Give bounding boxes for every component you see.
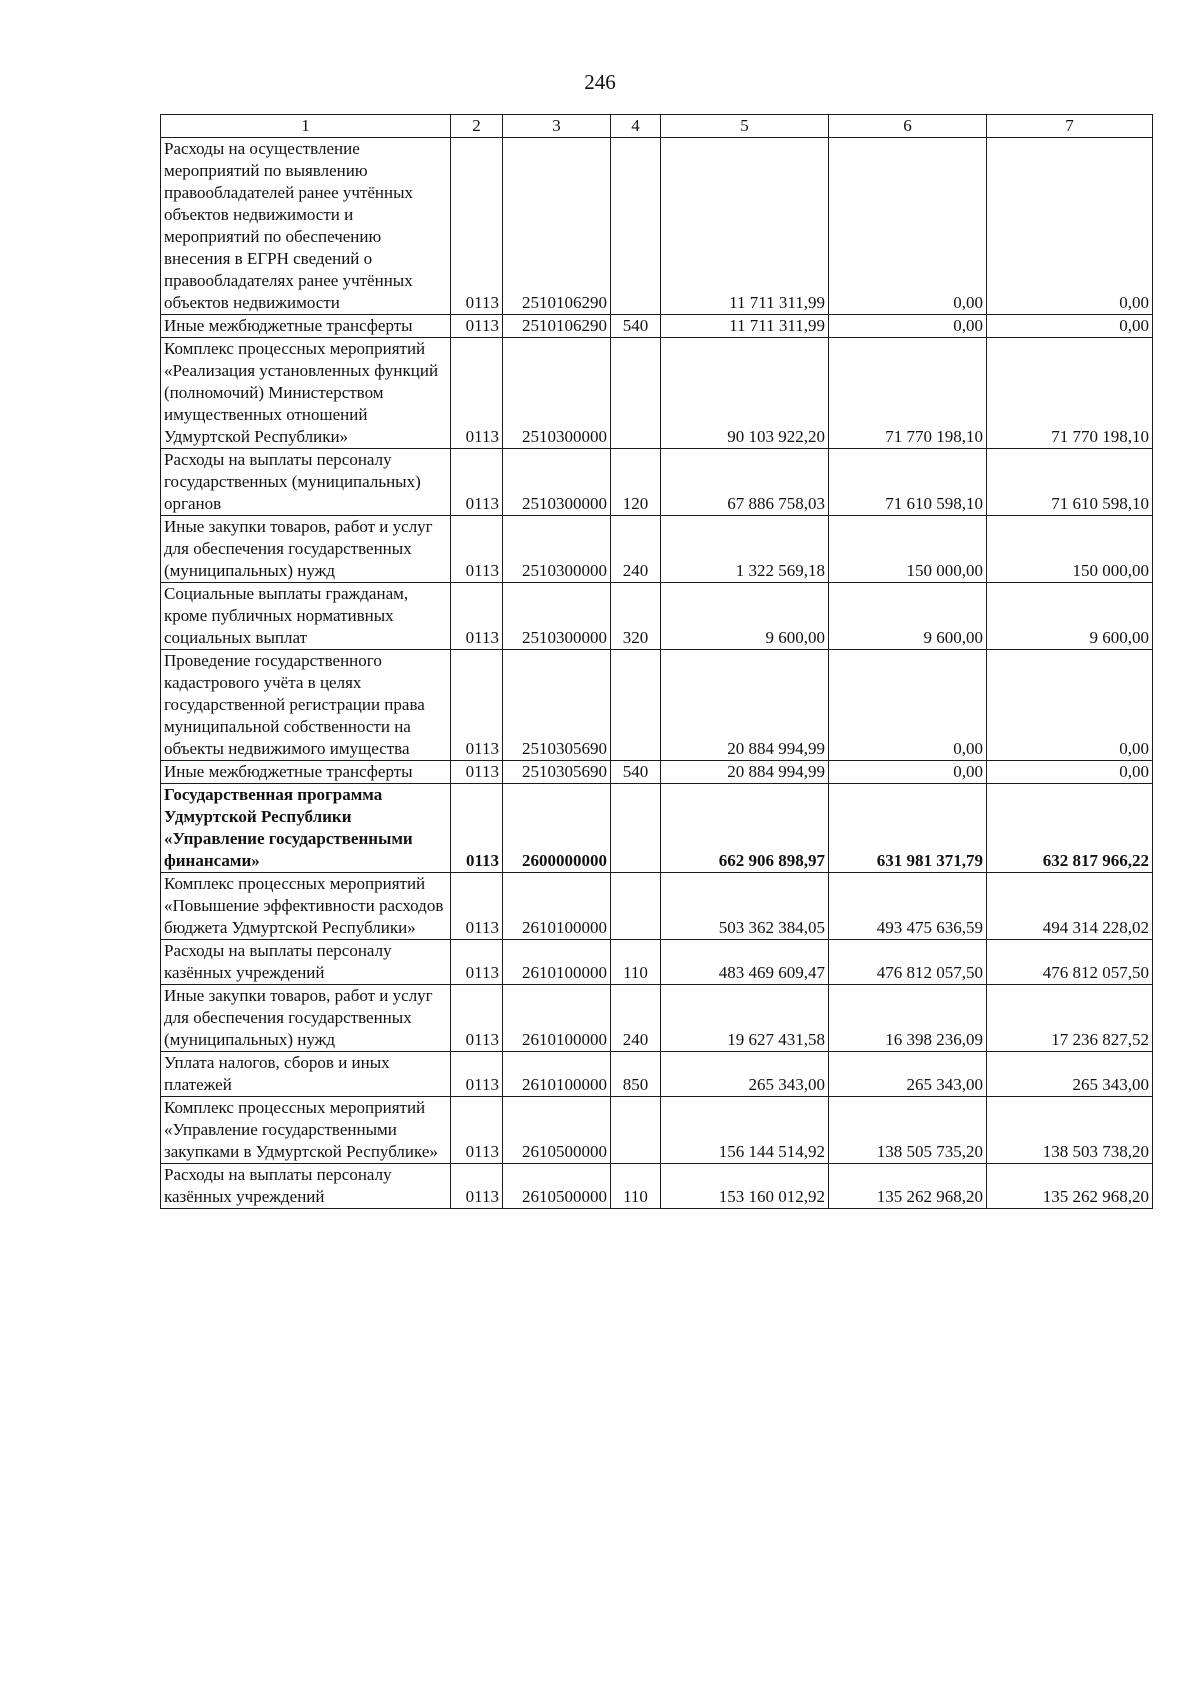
header-cell: 2 [451, 115, 503, 138]
amount-col5: 19 627 431,58 [661, 985, 829, 1052]
row-name: Комплекс процессных мероприятий «Повышение эффективности расходов бюджета Удмуртской Республики» [161, 873, 451, 940]
section-code: 0113 [451, 138, 503, 315]
section-code: 0113 [451, 315, 503, 338]
target-article-code: 2610100000 [503, 940, 611, 985]
section-code: 0113 [451, 1164, 503, 1209]
table-row [161, 1052, 1153, 1097]
amount-col5: 662 906 898,97 [661, 784, 829, 873]
amount-col6: 631 981 371,79 [829, 784, 987, 873]
row-name: Расходы на выплаты персоналу казённых учреждений [161, 1164, 451, 1209]
header-cell: 6 [829, 115, 987, 138]
amount-col7: 632 817 966,22 [987, 784, 1153, 873]
amount-col5: 67 886 758,03 [661, 449, 829, 516]
row-name: Государственная программа Удмуртской Республики «Управление государственными финансами» [161, 784, 451, 873]
target-article-code: 2510300000 [503, 449, 611, 516]
section-code: 0113 [451, 873, 503, 940]
header-row [161, 115, 1153, 138]
header-cell: 4 [611, 115, 661, 138]
row-name: Уплата налогов, сборов и иных платежей [161, 1052, 451, 1097]
amount-col6: 0,00 [829, 650, 987, 761]
expense-type-code [611, 138, 661, 315]
expense-type-code: 240 [611, 985, 661, 1052]
row-name: Проведение государственного кадастрового учёта в целях государственной регистрации права муниципальной собственности на объекты недвижимого имущества [161, 650, 451, 761]
amount-col7: 9 600,00 [987, 583, 1153, 650]
table-row [161, 650, 1153, 761]
amount-col5: 153 160 012,92 [661, 1164, 829, 1209]
expense-type-code: 110 [611, 940, 661, 985]
expense-type-code [611, 650, 661, 761]
amount-col6: 265 343,00 [829, 1052, 987, 1097]
amount-col7: 494 314 228,02 [987, 873, 1153, 940]
row-name: Расходы на выплаты персоналу государственных (муниципальных) органов [161, 449, 451, 516]
section-code: 0113 [451, 985, 503, 1052]
header-cell: 5 [661, 115, 829, 138]
target-article-code: 2610100000 [503, 1052, 611, 1097]
row-name: Комплекс процессных мероприятий «Реализация установленных функций (полномочий) Министерством имущественных отношений Удмуртской Республики» [161, 338, 451, 449]
table-row [161, 338, 1153, 449]
expense-type-code [611, 873, 661, 940]
target-article-code: 2610100000 [503, 985, 611, 1052]
amount-col5: 1 322 569,18 [661, 516, 829, 583]
amount-col6: 0,00 [829, 761, 987, 784]
table-row [161, 583, 1153, 650]
amount-col5: 11 711 311,99 [661, 315, 829, 338]
amount-col6: 476 812 057,50 [829, 940, 987, 985]
amount-col7: 71 610 598,10 [987, 449, 1153, 516]
section-code: 0113 [451, 338, 503, 449]
amount-col5: 20 884 994,99 [661, 761, 829, 784]
expense-type-code: 110 [611, 1164, 661, 1209]
amount-col6: 71 770 198,10 [829, 338, 987, 449]
expense-type-code: 320 [611, 583, 661, 650]
amount-col7: 0,00 [987, 138, 1153, 315]
amount-col5: 20 884 994,99 [661, 650, 829, 761]
section-code: 0113 [451, 940, 503, 985]
target-article-code: 2600000000 [503, 784, 611, 873]
table-row [161, 138, 1153, 315]
row-name: Расходы на осуществление мероприятий по выявлению правообладателей ранее учтённых объектов недвижимости и мероприятий по обеспечению внесения в ЕГРН сведений о правообладателях ранее учтённых объектов недвижимости [161, 138, 451, 315]
expense-type-code: 240 [611, 516, 661, 583]
table-row [161, 1097, 1153, 1164]
table-row [161, 516, 1153, 583]
target-article-code: 2510305690 [503, 761, 611, 784]
target-article-code: 2510300000 [503, 516, 611, 583]
row-name: Социальные выплаты гражданам, кроме публичных нормативных социальных выплат [161, 583, 451, 650]
amount-col5: 11 711 311,99 [661, 138, 829, 315]
amount-col6: 135 262 968,20 [829, 1164, 987, 1209]
amount-col7: 0,00 [987, 650, 1153, 761]
row-name: Иные закупки товаров, работ и услуг для обеспечения государственных (муниципальных) нужд [161, 516, 451, 583]
header-cell: 7 [987, 115, 1153, 138]
target-article-code: 2610100000 [503, 873, 611, 940]
table-row [161, 315, 1153, 338]
amount-col7: 0,00 [987, 761, 1153, 784]
amount-col7: 135 262 968,20 [987, 1164, 1153, 1209]
expense-type-code: 540 [611, 315, 661, 338]
table-row [161, 784, 1153, 873]
amount-col5: 503 362 384,05 [661, 873, 829, 940]
amount-col5: 90 103 922,20 [661, 338, 829, 449]
table-row [161, 1164, 1153, 1209]
row-name: Комплекс процессных мероприятий «Управление государственными закупками в Удмуртской Республике» [161, 1097, 451, 1164]
section-code: 0113 [451, 516, 503, 583]
table-row [161, 761, 1153, 784]
target-article-code: 2510106290 [503, 138, 611, 315]
target-article-code: 2510106290 [503, 315, 611, 338]
target-article-code: 2510305690 [503, 650, 611, 761]
target-article-code: 2610500000 [503, 1164, 611, 1209]
table-row [161, 985, 1153, 1052]
amount-col5: 156 144 514,92 [661, 1097, 829, 1164]
expense-type-code: 850 [611, 1052, 661, 1097]
amount-col6: 16 398 236,09 [829, 985, 987, 1052]
expense-type-code [611, 1097, 661, 1164]
header-cell: 1 [161, 115, 451, 138]
header-cell: 3 [503, 115, 611, 138]
amount-col7: 17 236 827,52 [987, 985, 1153, 1052]
amount-col5: 265 343,00 [661, 1052, 829, 1097]
amount-col7: 265 343,00 [987, 1052, 1153, 1097]
amount-col7: 476 812 057,50 [987, 940, 1153, 985]
target-article-code: 2610500000 [503, 1097, 611, 1164]
amount-col5: 483 469 609,47 [661, 940, 829, 985]
row-name: Иные межбюджетные трансферты [161, 315, 451, 338]
amount-col6: 150 000,00 [829, 516, 987, 583]
section-code: 0113 [451, 650, 503, 761]
amount-col6: 9 600,00 [829, 583, 987, 650]
expense-type-code [611, 338, 661, 449]
target-article-code: 2510300000 [503, 583, 611, 650]
table-row [161, 940, 1153, 985]
section-code: 0113 [451, 1097, 503, 1164]
section-code: 0113 [451, 449, 503, 516]
section-code: 0113 [451, 761, 503, 784]
amount-col7: 138 503 738,20 [987, 1097, 1153, 1164]
page-number: 246 [584, 70, 616, 94]
expense-type-code: 540 [611, 761, 661, 784]
section-code: 0113 [451, 583, 503, 650]
amount-col6: 71 610 598,10 [829, 449, 987, 516]
amount-col7: 0,00 [987, 315, 1153, 338]
expense-type-code [611, 784, 661, 873]
section-code: 0113 [451, 1052, 503, 1097]
row-name: Иные межбюджетные трансферты [161, 761, 451, 784]
table-body [161, 138, 1153, 1209]
target-article-code: 2510300000 [503, 338, 611, 449]
amount-col6: 0,00 [829, 315, 987, 338]
table-row [161, 449, 1153, 516]
amount-col7: 71 770 198,10 [987, 338, 1153, 449]
budget-table [160, 114, 1153, 1209]
expense-type-code: 120 [611, 449, 661, 516]
amount-col7: 150 000,00 [987, 516, 1153, 583]
amount-col6: 0,00 [829, 138, 987, 315]
amount-col6: 493 475 636,59 [829, 873, 987, 940]
amount-col6: 138 505 735,20 [829, 1097, 987, 1164]
row-name: Расходы на выплаты персоналу казённых учреждений [161, 940, 451, 985]
amount-col5: 9 600,00 [661, 583, 829, 650]
table-row [161, 873, 1153, 940]
section-code: 0113 [451, 784, 503, 873]
row-name: Иные закупки товаров, работ и услуг для обеспечения государственных (муниципальных) нужд [161, 985, 451, 1052]
